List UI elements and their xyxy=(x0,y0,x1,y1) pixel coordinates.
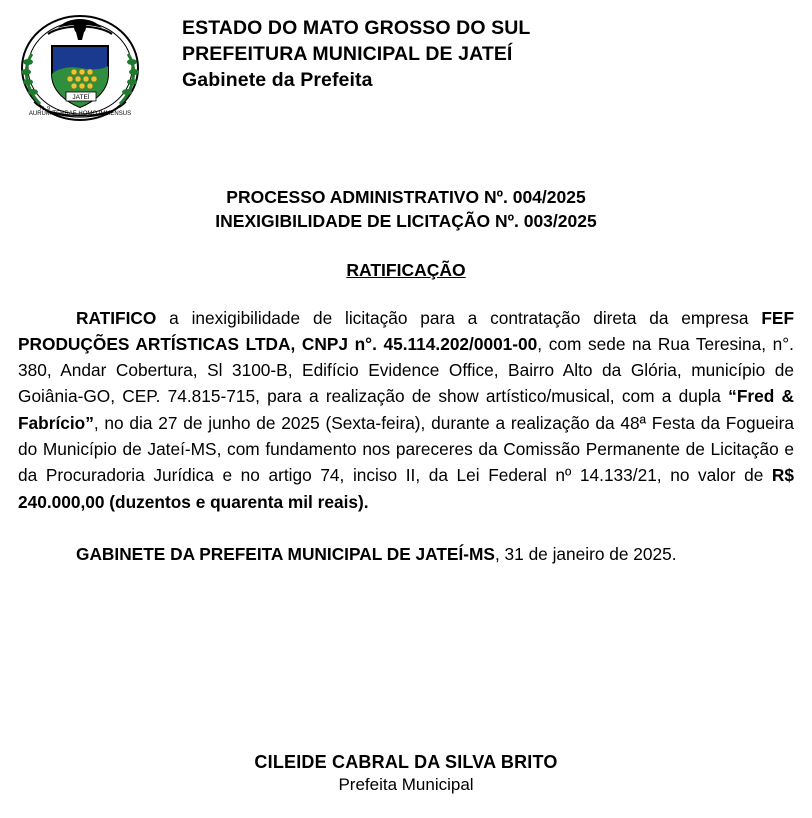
signature-block xyxy=(0,752,812,795)
header-line-office: Gabinete da Prefeita xyxy=(182,68,373,91)
coat-of-arms-icon xyxy=(18,10,168,130)
closing-date: , 31 de janeiro de 2025. xyxy=(494,543,677,564)
body-segment-1: a inexigibilidade de licitação para a contratação direta da empresa xyxy=(156,307,762,328)
artist-duo-name: “Fred & Fabrício” xyxy=(18,386,794,433)
svg-text:N. 9: N. 9 xyxy=(40,106,51,112)
process-identifiers xyxy=(18,186,794,234)
ratification-paragraph xyxy=(18,305,794,515)
body-segment-3: , no dia 27 de junho de 2025 (Sexta-feira), durante a realização da 48ª Festa da Fogueira do Município de Jateí-MS, com fundamento nos pareceres da Comissão Permanente de Licitação e da Procuradoria Jurídica e no artigo 74, inciso II, da Lei Federal nº 14.133/21, no valor de xyxy=(18,412,794,486)
contract-value: R$ 240.000,00 (duzentos e quarenta mil reais). xyxy=(18,465,794,512)
document-header xyxy=(18,10,794,130)
closing-paragraph xyxy=(18,541,794,567)
signatory-name: CILEIDE CABRAL DA SILVA BRITO xyxy=(254,752,558,772)
header-title-block xyxy=(182,10,530,94)
company-name: FEF PRODUÇÕES ARTÍSTICAS LTDA, CNPJ n°. 45.114.202/0001-00 xyxy=(18,307,794,354)
svg-text:AURUM TERRAE HOMO IMMENSUS: AURUM TERRAE HOMO IMMENSUS xyxy=(28,111,132,117)
lead-word: RATIFICO xyxy=(76,307,157,328)
body-segment-2: , com sede na Rua Teresina, n°. 380, Andar Cobertura, Sl 3100-B, Edifício Evidence Office, Bairro Alto da Glória, município de Goiânia-GO, CEP. 74.815-715, para a realização de show artístico/musical, com a dupla xyxy=(18,333,794,407)
ratification-heading: RATIFICAÇÃO xyxy=(346,259,466,280)
header-line-municipality: PREFEITURA MUNICIPAL DE JATEÍ xyxy=(182,42,513,65)
bid-waiver-number: INEXIGIBILIDADE DE LICITAÇÃO Nº. 003/2025 xyxy=(215,210,597,231)
header-line-state: ESTADO DO MATO GROSSO DO SUL xyxy=(182,17,531,39)
signatory-role: Prefeita Municipal xyxy=(338,775,474,794)
process-number: PROCESSO ADMINISTRATIVO Nº. 004/2025 xyxy=(226,187,586,207)
svg-text:JATEÍ: JATEÍ xyxy=(72,94,90,101)
closing-office: GABINETE DA PREFEITA MUNICIPAL DE JATEÍ-MS xyxy=(76,543,495,564)
